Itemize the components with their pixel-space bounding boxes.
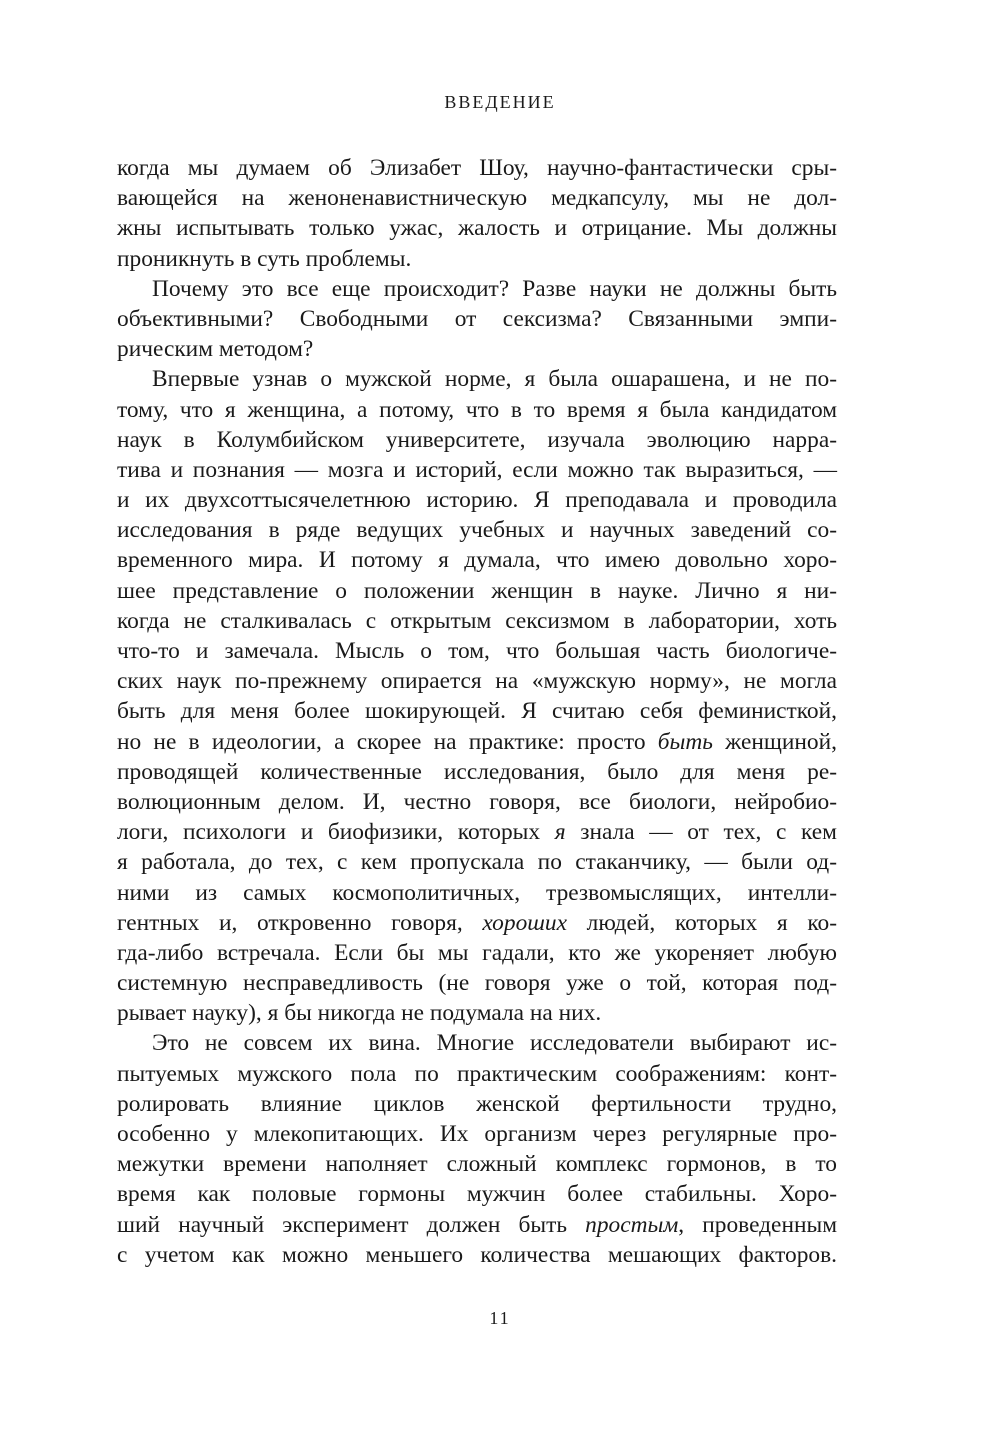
text-line: шее представление о положении женщин в науке. Лично я ни- xyxy=(117,577,837,604)
text-line: ними из самых космополитичных, трезвомыслящих, интелли- xyxy=(117,879,837,906)
text-line: межутки времени наполняет сложный комплекс гормонов, в то xyxy=(117,1151,837,1178)
italic-text: я xyxy=(554,819,566,846)
text-line: Это не совсем их вина. Многие исследователи выбирают ис- xyxy=(152,1030,837,1057)
text-line xyxy=(117,817,837,847)
text-line xyxy=(117,727,837,757)
text-line: Почему это все еще происходит? Разве науки не должны быть xyxy=(152,275,837,302)
text-line: быть для меня более шокирующей. Я считаю себя феминисткой, xyxy=(117,698,837,725)
text-line: рывает науку), я бы никогда не подумала на них. xyxy=(117,1000,602,1027)
text-run: знала — от тех, с кем xyxy=(565,819,837,846)
text-line: временного мира. И потому я думала, что имею довольно хоро- xyxy=(117,547,837,574)
text-line: наук в Колумбийском университете, изучала эволюцию нарра- xyxy=(117,426,837,453)
text-line: тива и познания — мозга и историй, если можно так выразиться, — xyxy=(117,456,837,483)
text-run: гентных и, откровенно говоря, xyxy=(117,909,483,936)
body-text xyxy=(117,153,837,1270)
text-run: женщиной, xyxy=(712,728,837,755)
text-line: ских наук по-прежнему опирается на «мужскую норму», не могла xyxy=(117,668,837,695)
text-line: системную несправедливость (не говоря уже о той, которая под- xyxy=(117,970,837,997)
text-line: проникнуть в суть проблемы. xyxy=(117,245,412,272)
text-run: ший научный эксперимент должен быть xyxy=(117,1211,586,1238)
text-line: рическим методом? xyxy=(117,336,314,363)
text-line: жны испытывать только ужас, жалость и отрицание. Мы должны xyxy=(117,215,837,242)
text-line: пытуемых мужского пола по практическим соображениям: конт- xyxy=(117,1060,837,1087)
text-line: и их двухсоттысячелетнюю историю. Я преподавала и проводила xyxy=(117,487,837,514)
text-line: вающейся на женоненавистническую медкапсулу, мы не дол- xyxy=(117,185,837,212)
text-line xyxy=(117,1210,837,1240)
page-number: 11 xyxy=(489,1308,511,1328)
text-line: ролировать влияние циклов женской фертильности трудно, xyxy=(117,1090,837,1117)
text-line: с учетом как можно меньшего количества мешающих факторов. xyxy=(117,1241,837,1268)
text-line: тому, что я женщина, а потому, что в то время я была кандидатом xyxy=(117,396,837,423)
text-line: особенно у млекопитающих. Их организм через регулярные про- xyxy=(117,1121,837,1147)
italic-text: хороших xyxy=(482,909,567,936)
text-line: проводящей количественные исследования, было для меня ре- xyxy=(117,758,837,785)
italic-text: простым xyxy=(585,1211,679,1238)
text-line: исследования в ряде ведущих учебных и научных заведений со- xyxy=(117,517,837,544)
text-line: когда мы думаем об Элизабет Шоу, научно-фантастически сры- xyxy=(117,155,837,181)
text-line: время как половые гормоны мужчин более стабильны. Хоро- xyxy=(117,1181,837,1208)
text-line: что-то и замечала. Мысль о том, что большая часть биологиче- xyxy=(117,638,837,664)
italic-text: быть xyxy=(657,728,713,755)
text-line: когда не сталкивалась с открытым сексизмом в лаборатории, хоть xyxy=(117,607,837,634)
text-line: я работала, до тех, с кем пропускала по стаканчику, — были од- xyxy=(117,849,837,876)
text-run: логи, психологи и биофизики, которых xyxy=(117,819,555,846)
text-line xyxy=(117,908,837,938)
text-run: , проведенным xyxy=(678,1211,837,1238)
text-line: объективными? Свободными от сексизма? Связанными эмпи- xyxy=(117,305,837,332)
text-run: но не в идеологии, а скорее на практике: просто xyxy=(117,728,658,755)
text-line: волюционным делом. И, честно говоря, все биологи, нейробио- xyxy=(117,788,837,815)
text-line: Впервые узнав о мужской норме, я была ошарашена, и не по- xyxy=(152,366,837,393)
text-run: людей, которых я ко- xyxy=(567,909,837,936)
running-head: ВВЕДЕНИЕ xyxy=(444,92,556,112)
text-line: гда-либо встречала. Если бы мы гадали, кто же укореняет любую xyxy=(117,939,837,966)
